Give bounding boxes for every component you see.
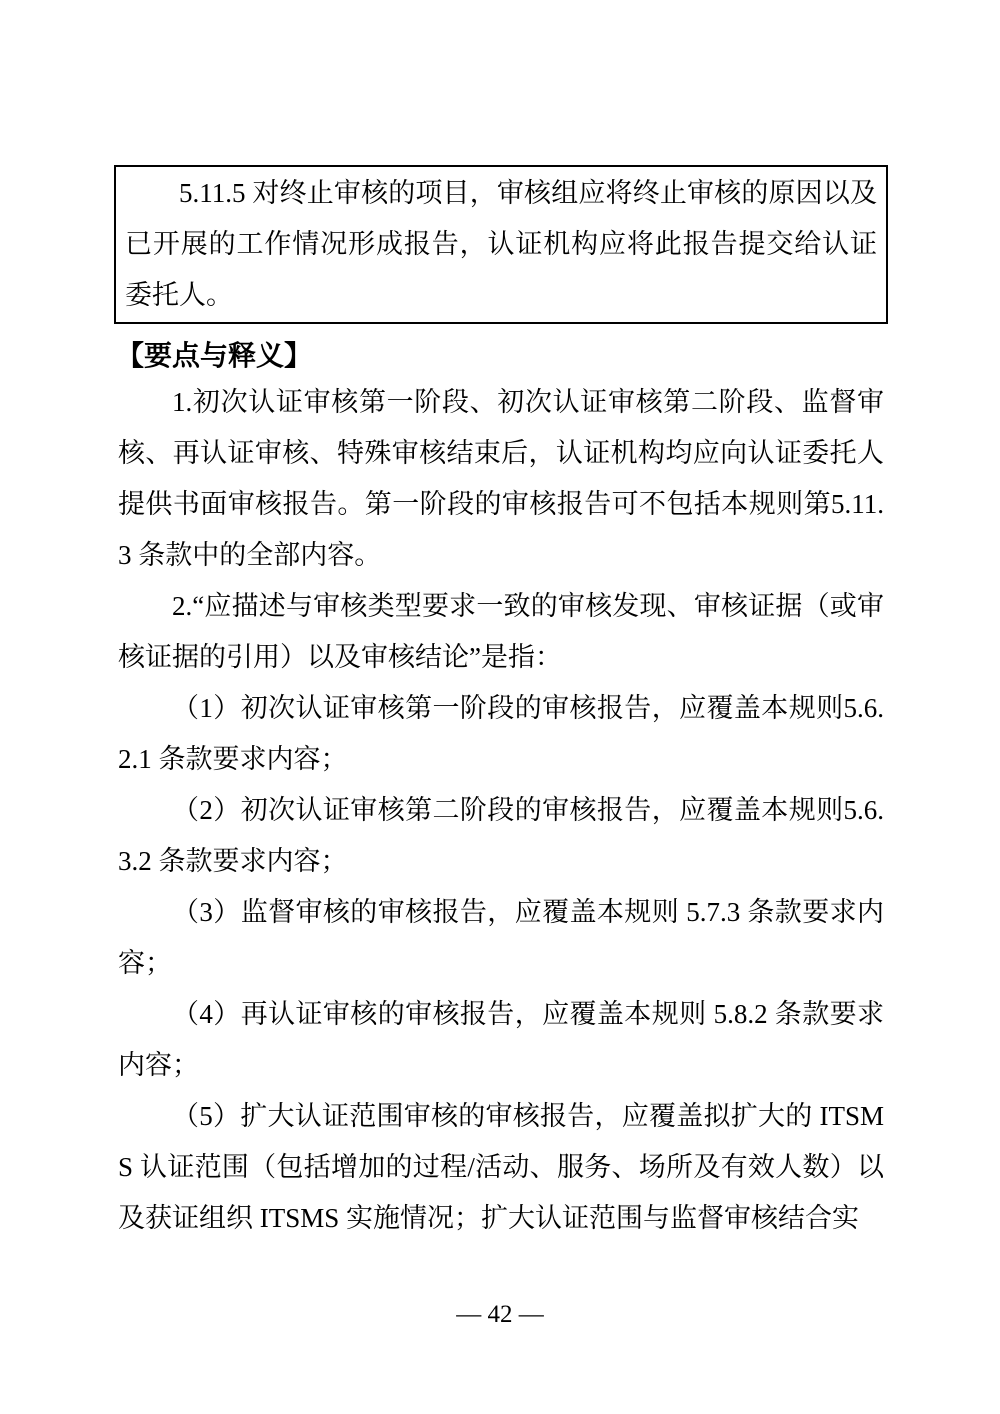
paragraph-item-3: （3）监督审核的审核报告，应覆盖本规则 5.7.3 条款要求内容； <box>118 897 884 978</box>
section-heading-key-points: 【要点与释义】 <box>116 340 313 371</box>
paragraph-1: 1.初次认证审核第一阶段、初次认证审核第二阶段、监督审核、再认证审核、特殊审核结束后，认证机构均应向认证委托人提供书面审核报告。第一阶段的审核报告可不包括本规则第5.11.3 条款中的全部内容。 <box>118 387 884 570</box>
section-body <box>118 377 884 1244</box>
clause-5-11-5-text: 5.11.5 对终止审核的项目，审核组应将终止审核的原因以及已开展的工作情况形成报告，认证机构应将此报告提交给认证委托人。 <box>125 178 877 310</box>
paragraph-item-4: （4）再认证审核的审核报告，应覆盖本规则 5.8.2 条款要求内容； <box>118 999 884 1080</box>
paragraph-item-2: （2）初次认证审核第二阶段的审核报告，应覆盖本规则5.6.3.2 条款要求内容； <box>118 795 884 876</box>
paragraph-item-1: （1）初次认证审核第一阶段的审核报告，应覆盖本规则5.6.2.1 条款要求内容； <box>118 693 884 774</box>
clause-notice-box <box>114 165 888 324</box>
paragraph-2: 2.“应描述与审核类型要求一致的审核发现、审核证据（或审核证据的引用）以及审核结论”是指： <box>118 591 884 672</box>
page-number: — 42 — <box>456 1301 544 1328</box>
paragraph-item-5: （5）扩大认证范围审核的审核报告，应覆盖拟扩大的 ITSMS 认证范围（包括增加的过程/活动、服务、场所及有效人数）以及获证组织 ITSMS 实施情况；扩大认证范围与监督审核结合实 <box>118 1101 884 1233</box>
